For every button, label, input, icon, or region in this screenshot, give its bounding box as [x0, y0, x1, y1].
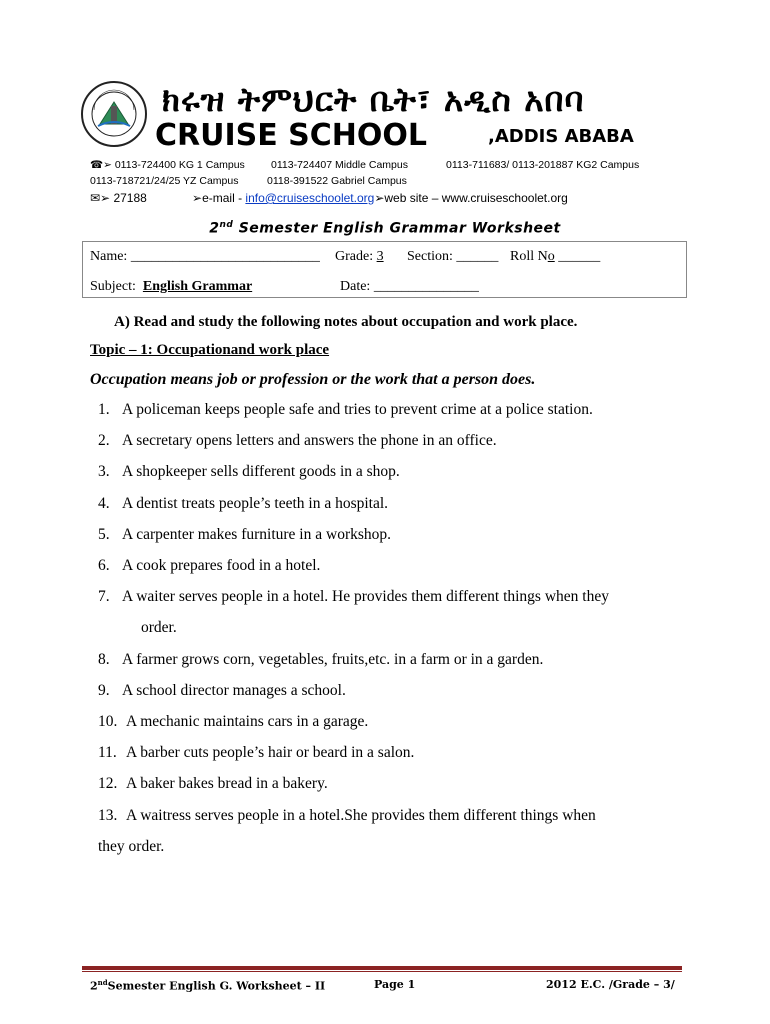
- footer-page-number: Page 1: [374, 978, 416, 991]
- list-item-text: A baker bakes bread in a bakery.: [126, 775, 328, 793]
- contact-yz: 0113-718721/24/25 YZ Campus: [90, 175, 239, 187]
- contact-middle: 0113-724407 Middle Campus: [271, 159, 408, 171]
- list-item: [98, 745, 414, 761]
- footer-right: 2012 E.C. /Grade – 3/: [546, 978, 675, 991]
- list-item-text: A farmer grows corn, vegetables, fruits,etc. in a farm or in a garden.: [122, 650, 544, 668]
- list-item-text: A dentist treats people’s teeth in a hospital.: [122, 494, 389, 512]
- list-item-text: A shopkeeper sells different goods in a shop.: [122, 463, 400, 481]
- footer-rule: [82, 966, 682, 970]
- list-item-number: 10.: [98, 713, 118, 730]
- list-item-number: 2.: [98, 432, 110, 450]
- title-rest: Semester English Grammar Worksheet: [233, 220, 561, 237]
- phone-kg1: 0113-724400 KG 1 Campus: [114, 159, 245, 171]
- roll-label: Roll N: [510, 249, 548, 264]
- list-item-text: A mechanic maintains cars in a garage.: [126, 713, 369, 730]
- list-item: [98, 808, 596, 824]
- list-item-text: A waiter serves people in a hotel. He provides them different things when they: [122, 588, 609, 606]
- po-box: [90, 192, 147, 204]
- list-item: [141, 620, 177, 636]
- footer-rule-thin: [82, 971, 682, 972]
- list-item-number: 11.: [98, 744, 117, 762]
- contact-gabriel: 0118-391522 Gabriel Campus: [267, 175, 407, 187]
- school-name: CRUISE SCHOOL: [155, 118, 428, 153]
- list-item-number: 7.: [98, 588, 110, 606]
- contact-kg2: 0113-711683/ 0113-201887 KG2 Campus: [446, 159, 640, 171]
- title-sup: nd: [219, 220, 234, 230]
- list-item-number: 3.: [98, 463, 110, 481]
- email-line: [192, 192, 568, 204]
- grade-field[interactable]: [335, 250, 384, 264]
- contact-kg1: [90, 160, 245, 171]
- subject-label: Subject:: [90, 279, 136, 294]
- website[interactable]: web site – www.cruiseschoolet.org: [384, 191, 568, 205]
- list-item-number: 4.: [98, 494, 110, 512]
- list-item-text: they order.: [98, 837, 165, 855]
- list-item-text: A cook prepares food in a hotel.: [122, 557, 321, 574]
- list-item-number: 1.: [98, 401, 110, 418]
- school-logo: [80, 80, 148, 148]
- list-item: [98, 402, 593, 418]
- school-city: ,ADDIS ABABA: [488, 126, 634, 147]
- list-item: [98, 589, 609, 605]
- date-field[interactable]: Date: _______________: [340, 279, 479, 294]
- list-item: [98, 527, 391, 543]
- list-item: [98, 683, 346, 699]
- roll-label-o: o: [547, 249, 555, 264]
- footer-left-prefix: 2: [90, 979, 98, 993]
- occupation-definition: Occupation means job or profession or the work that a person does.: [90, 371, 536, 388]
- list-item: [98, 558, 320, 574]
- list-item: [98, 714, 368, 730]
- grade-label: Grade:: [335, 249, 377, 264]
- list-item: [98, 464, 400, 480]
- arrow-icon: ➢: [192, 191, 203, 205]
- section-field[interactable]: Section: ______: [407, 249, 499, 264]
- po-box-number: 27188: [113, 191, 147, 205]
- list-item: [98, 839, 164, 855]
- subject-field: [90, 280, 252, 294]
- email-label: e-mail -: [202, 191, 246, 205]
- footer-left: [90, 979, 325, 992]
- list-item-text: A carpenter makes furniture in a workshop.: [122, 525, 392, 543]
- email-link[interactable]: info@cruiseschoolet.org: [245, 191, 375, 205]
- list-item-text: A barber cuts people’s hair or beard in a salon.: [126, 744, 415, 762]
- list-item-text: A secretary opens letters and answers the phone in an office.: [122, 432, 497, 450]
- footer-left-rest: Semester English G. Worksheet – II: [107, 979, 326, 993]
- subject-value: English Grammar: [142, 279, 253, 294]
- list-item-text: A school director manages a school.: [122, 681, 346, 699]
- list-item: [98, 652, 543, 668]
- list-item-number: 8.: [98, 650, 110, 668]
- instruction: A) Read and study the following notes about occupation and work place.: [114, 314, 578, 330]
- arrow-icon: ➢: [374, 191, 385, 205]
- footer-left-sup: nd: [97, 978, 108, 987]
- list-item-text: A policeman keeps people safe and tries to prevent crime at a police station.: [122, 401, 593, 418]
- list-item: [98, 776, 328, 792]
- school-name-amharic: ክሩዝ ትምህርት ቤት፣ አዲስ አበባ: [162, 80, 585, 119]
- roll-number-field[interactable]: [510, 250, 600, 264]
- list-item-number: 5.: [98, 525, 110, 543]
- worksheet-title: [0, 221, 770, 236]
- name-field[interactable]: Name: ___________________________: [90, 249, 320, 264]
- list-item-number: 9.: [98, 681, 110, 699]
- list-item-number: 12.: [98, 775, 118, 793]
- list-item: [98, 433, 497, 449]
- topic-heading: Topic – 1: Occupationand work place: [90, 342, 330, 358]
- phone-icon: ☎➢: [90, 159, 112, 171]
- title-prefix: 2: [209, 220, 220, 237]
- grade-value: 3: [376, 249, 384, 264]
- list-item-number: 13.: [98, 806, 118, 824]
- list-item-text: order.: [141, 619, 177, 637]
- roll-blank: ______: [554, 249, 601, 264]
- list-item-text: A waitress serves people in a hotel.She provides them different things when: [126, 806, 596, 824]
- list-item: [98, 496, 388, 512]
- envelope-icon: ✉➢: [90, 191, 111, 205]
- list-item-number: 6.: [98, 557, 110, 574]
